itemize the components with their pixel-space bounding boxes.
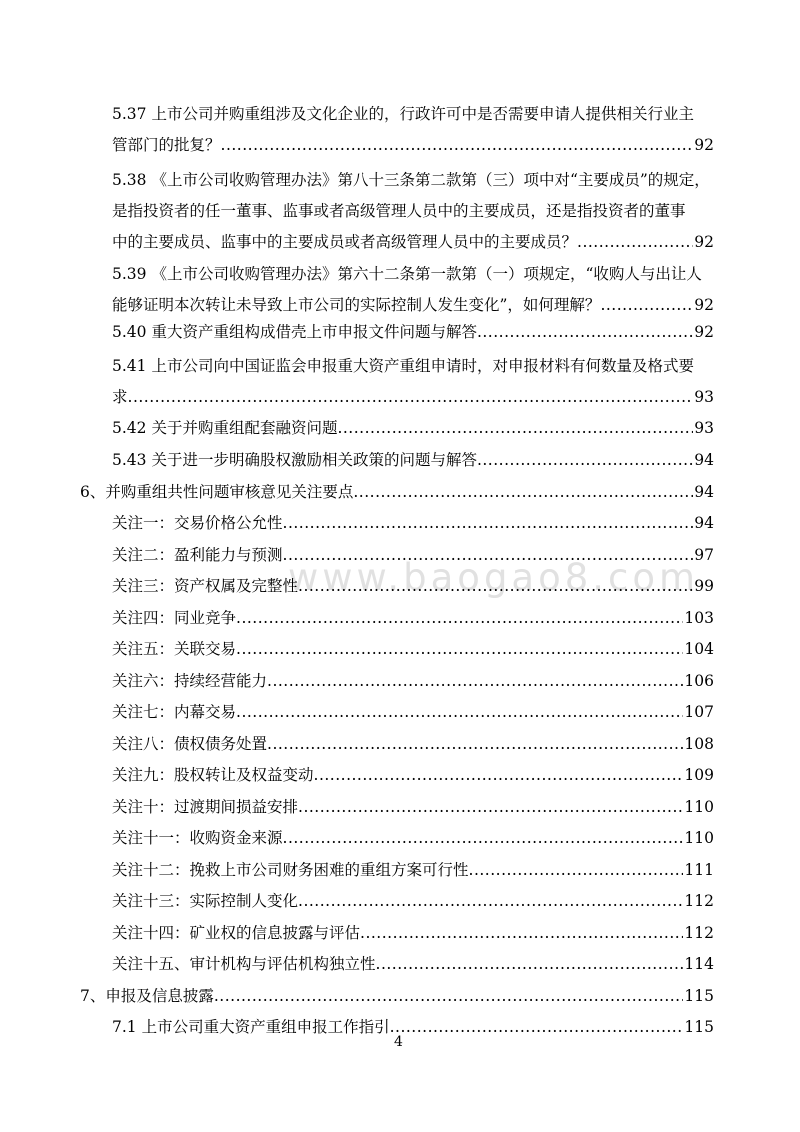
toc-entry-text: 关注十三：实际控制人变化 (112, 892, 299, 910)
toc-page-number: 94 (694, 483, 714, 501)
toc-page-number: 108 (684, 735, 714, 753)
toc-entry-text: 关注二：盈利能力与预测 (112, 546, 283, 564)
toc-entry-text: 关注七：内幕交易 (112, 703, 237, 721)
toc-entry-text: 7.1 上市公司重大资产重组申报工作指引 (112, 1018, 390, 1036)
toc-entry-text: 5.38 《上市公司收购管理办法》第八十三条第二款第（三）项中对“主要成员”的规定， (112, 171, 710, 189)
toc-page-number: 112 (684, 924, 714, 942)
toc-entry-row (112, 954, 714, 974)
toc-page-number: 92 (694, 296, 714, 314)
toc-entry-text: 是指投资者的任一董事、监事或者高级管理人员中的主要成员，还是指投资者的董事 (112, 202, 686, 220)
toc-entry-text: 求 (112, 388, 128, 406)
dot-leader (214, 986, 684, 1006)
dot-leader (236, 608, 683, 628)
dot-leader (298, 891, 683, 911)
toc-entry-text: 关注六：持续经营能力 (112, 672, 268, 690)
dot-leader (236, 639, 683, 659)
toc-entry-row (112, 418, 714, 438)
toc-entry-text: 5.37 上市公司并购重组涉及文化企业的，行政许可中是否需要申请人提供相关行业主 (112, 105, 694, 123)
toc-page-number: 97 (694, 546, 714, 564)
dot-leader (267, 671, 683, 691)
toc-entry-row (112, 765, 714, 785)
dot-leader (298, 576, 693, 596)
toc-entry-row (112, 797, 714, 817)
dot-leader (267, 734, 683, 754)
toc-entry-row (112, 671, 714, 691)
dot-leader (360, 923, 683, 943)
toc-entry-text: 5.41 上市公司向中国证监会申报重大资产重组申请时，对申报材料有何数量及格式要 (112, 357, 694, 375)
toc-entry-row (112, 576, 714, 596)
toc-entry-row (112, 702, 714, 722)
toc-entry-row (112, 639, 714, 659)
toc-entry-row (112, 923, 714, 943)
toc-entry-row (80, 986, 714, 1006)
toc-page-number: 92 (694, 323, 714, 341)
toc-page-number: 114 (684, 955, 714, 973)
toc-page-number: 94 (694, 451, 714, 469)
dot-leader (477, 322, 693, 342)
toc-entry-text: 关注十五、审计机构与评估机构独立性 (112, 955, 376, 973)
toc-entry-text: 管部门的批复？ (112, 136, 221, 154)
toc-page-number: 92 (694, 233, 714, 251)
toc-entry-text: 5.42 关于并购重组配套融资问题 (112, 419, 338, 437)
dot-leader (469, 860, 684, 880)
toc-page-number: 115 (684, 987, 714, 1005)
toc-page-number: 110 (684, 798, 714, 816)
toc-page-number: 104 (684, 640, 714, 658)
toc-entry-row (112, 860, 714, 880)
toc-entry-text: 关注九：股权转让及权益变动 (112, 766, 314, 784)
toc-page-number: 106 (684, 672, 714, 690)
toc-entry-text: 5.39 《上市公司收购管理办法》第六十二条第一款第（一）项规定，“收购人与出让人 (112, 265, 702, 283)
dot-leader (376, 954, 684, 974)
toc-page-number: 115 (684, 1018, 714, 1036)
toc-page-number: 111 (684, 861, 714, 879)
toc-entry-row (112, 891, 714, 911)
dot-leader (283, 828, 684, 848)
toc-entry-text: 关注三：资产权属及完整性 (112, 577, 299, 595)
toc-entry-text: 能够证明本次转让未导致上市公司的实际控制人发生变化”，如何理解？ (112, 296, 601, 314)
dot-leader (477, 450, 693, 470)
toc-page-number: 107 (684, 703, 714, 721)
dot-leader (353, 482, 693, 502)
toc-entry-row (112, 450, 714, 470)
toc-page-number: 92 (694, 136, 714, 154)
dot-leader (283, 513, 694, 533)
toc-entry-row (112, 322, 714, 342)
toc-page-number: 109 (684, 766, 714, 784)
toc-entry-text: 关注十一：收购资金来源 (112, 829, 283, 847)
toc-page-number: 99 (694, 577, 714, 595)
toc-entry-row (112, 387, 714, 407)
page-number: 4 (394, 1034, 403, 1050)
toc-entry-text: 5.43 关于进一步明确股权激励相关政策的问题与解答 (112, 451, 477, 469)
toc-entry-row (112, 1017, 714, 1037)
dot-leader (298, 797, 683, 817)
toc-page-number: 110 (684, 829, 714, 847)
toc-page-number: 112 (684, 892, 714, 910)
dot-leader (128, 387, 694, 407)
toc-entry-text: 关注五：关联交易 (112, 640, 237, 658)
toc-entry-text: 5.40 重大资产重组构成借壳上市申报文件问题与解答 (112, 323, 477, 341)
toc-entry-row (112, 828, 714, 848)
dot-leader (283, 545, 694, 565)
dot-leader (600, 295, 693, 315)
toc-entry-text: 中的主要成员、监事中的主要成员或者高级管理人员中的主要成员？ (112, 233, 578, 251)
toc-page-number: 94 (694, 514, 714, 532)
toc-entry-text: 关注四：同业竞争 (112, 609, 237, 627)
toc-entry-text: 6、并购重组共性问题审核意见关注要点 (80, 483, 354, 501)
dot-leader (577, 232, 693, 252)
dot-leader (314, 765, 684, 785)
toc-entry-text: 关注十：过渡期间损益安排 (112, 798, 299, 816)
toc-entry-row (112, 135, 714, 155)
toc-page-number: 93 (694, 419, 714, 437)
toc-entry-text: 关注八：债权债务处置 (112, 735, 268, 753)
watermark: www.baogao8.com (288, 556, 700, 599)
toc-entry-row (112, 608, 714, 628)
dot-leader (390, 1017, 684, 1037)
toc-entry-text: 关注一：交易价格公允性 (112, 514, 283, 532)
toc-entry-text: 7、申报及信息披露 (80, 987, 214, 1005)
toc-entry-text: 关注十四：矿业权的信息披露与评估 (112, 924, 361, 942)
dot-leader (236, 702, 683, 722)
dot-leader (221, 135, 694, 155)
toc-entry-row (112, 232, 714, 252)
toc-entry-row (80, 482, 714, 502)
toc-entry-row (112, 513, 714, 533)
toc-entry-row (112, 734, 714, 754)
toc-entry-row (112, 545, 714, 565)
toc-entry-text: 关注十二：挽救上市公司财务困难的重组方案可行性 (112, 861, 469, 879)
toc-entry-row (112, 295, 714, 315)
toc-page-number: 103 (684, 609, 714, 627)
dot-leader (337, 418, 693, 438)
toc-page-number: 93 (694, 388, 714, 406)
